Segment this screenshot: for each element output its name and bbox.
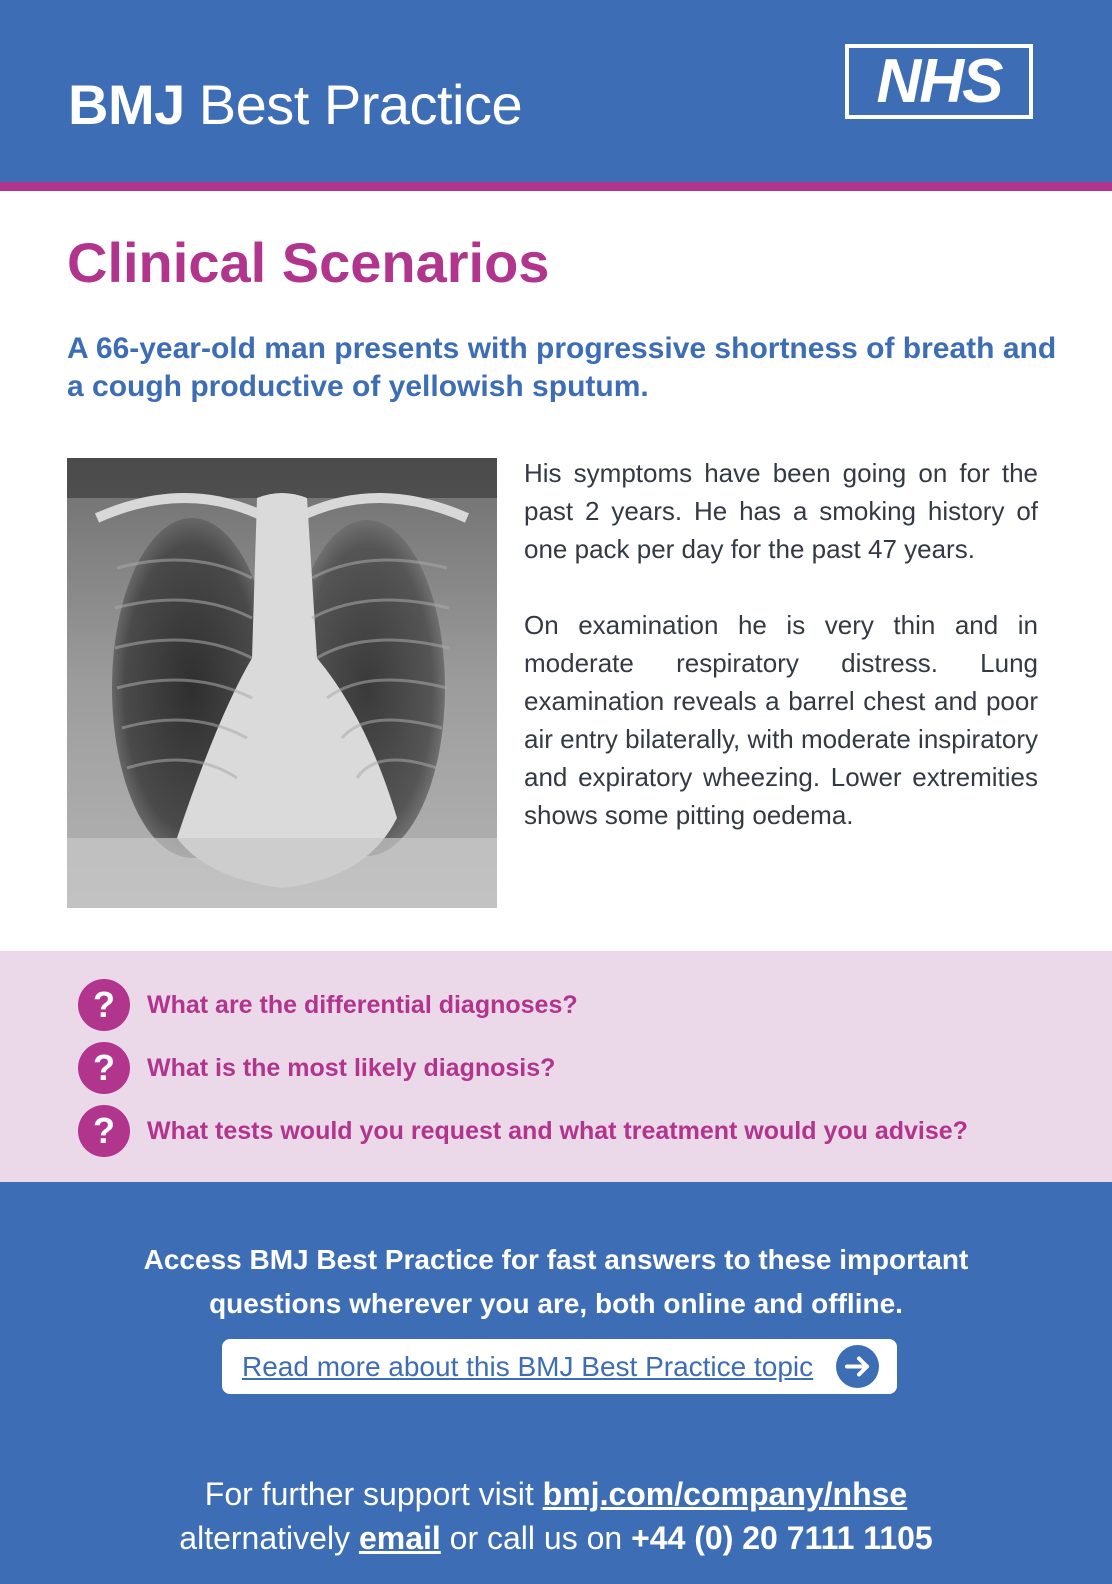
arrow-right-icon[interactable] — [836, 1345, 879, 1388]
scenario-lede: A 66-year-old man presents with progressive shortness of breath and a cough productive of yellowish sputum. — [67, 332, 1057, 403]
scenario-body — [524, 454, 1038, 872]
call-text: or call us on — [440, 1520, 632, 1556]
question-item — [78, 1042, 555, 1094]
footer-panel — [0, 1182, 1112, 1584]
page-title: Clinical Scenarios — [67, 231, 550, 294]
access-line-1: Access BMJ Best Practice for fast answers to these important — [143, 1244, 969, 1275]
question-text: What are the differential diagnoses? — [147, 990, 578, 1019]
question-mark-icon: ? — [78, 979, 130, 1031]
question-mark-icon: ? — [78, 1105, 130, 1157]
question-text: What tests would you request and what treatment would you advise? — [147, 1116, 968, 1145]
brand-best-practice: Best Practice — [198, 73, 523, 136]
body-paragraph-history: His symptoms have been going on for the past 2 years. He has a smoking history of one pack per day for the past 47 years. — [524, 458, 1038, 564]
body-paragraph-examination: On examination he is very thin and in moderate respiratory distress. Lung examination reveals a barrel chest and poor air entry bilaterally, with moderate inspiratory and expiratory wheezing. Lower extremities shows some pitting oedema. — [524, 610, 1038, 830]
header-banner — [0, 0, 1112, 182]
access-line-2: questions wherever you are, both online and offline. — [209, 1288, 903, 1319]
phone-number: +44 (0) 20 7111 1105 — [631, 1520, 933, 1556]
question-text: What is the most likely diagnosis? — [147, 1053, 556, 1082]
brand-bmj: BMJ — [68, 73, 185, 136]
nhs-logo-text: NHS — [849, 48, 1029, 115]
bmj-best-practice-logo — [68, 70, 522, 140]
question-item — [78, 1105, 968, 1157]
nhs-logo — [845, 44, 1033, 119]
header-divider — [0, 182, 1112, 191]
support-link[interactable]: bmj.com/company/nhse — [542, 1476, 908, 1512]
support-prefix: For further support visit — [204, 1476, 543, 1512]
email-link[interactable]: email — [358, 1520, 441, 1556]
support-info — [0, 1472, 1112, 1560]
question-item — [78, 979, 578, 1031]
chest-xray-image — [67, 458, 497, 908]
access-message — [0, 1238, 1112, 1326]
support-line-1 — [0, 1472, 1112, 1516]
alt-prefix: alternatively — [179, 1520, 359, 1556]
question-mark-icon: ? — [78, 1042, 130, 1094]
read-more-button[interactable] — [222, 1339, 897, 1394]
support-line-2 — [0, 1516, 1112, 1560]
read-more-link[interactable]: Read more about this BMJ Best Practice topic — [242, 1350, 814, 1382]
questions-panel — [0, 951, 1112, 1182]
